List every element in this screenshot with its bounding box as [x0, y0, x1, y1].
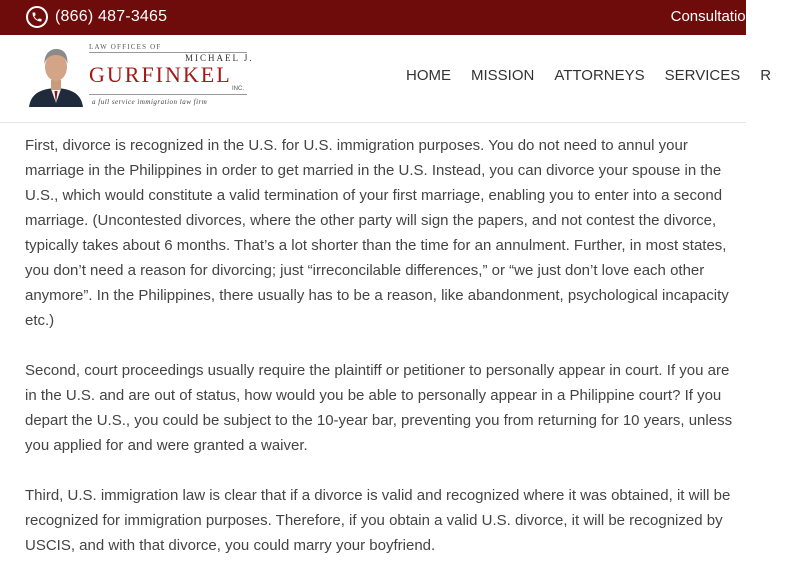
nav-item-truncated[interactable]: R — [760, 67, 772, 84]
phone-number: (866) 487-3465 — [55, 8, 168, 25]
paragraph-court-appearance: Second, court proceedings usually require the plaintiff or petitioner to personally appear in court. If you are in the U.S. and are out of status, how would you be able to personally appear in a Philippine court? If you depart the U.S., you could be subject to the 10-year bar, preventing you from returning for 10 years, unless you applied for and were granted a waiver. — [25, 362, 733, 454]
main-nav — [406, 67, 791, 84]
top-bar — [0, 0, 754, 35]
phone-link[interactable] — [26, 6, 167, 28]
attorney-photo — [25, 43, 87, 107]
logo-divider-bottom — [89, 94, 247, 95]
logo-inc: INC. — [232, 86, 244, 92]
nav-home[interactable]: HOME — [406, 67, 451, 84]
nav-services[interactable]: SERVICES — [664, 67, 741, 84]
consultation-link[interactable]: Consultation — [670, 8, 754, 25]
article-body — [25, 133, 737, 583]
nav-mission[interactable]: MISSION — [471, 67, 535, 84]
site-header — [0, 35, 772, 123]
logo-last-name: GURFINKEL — [89, 62, 232, 87]
phone-icon — [26, 6, 48, 28]
nav-attorneys[interactable]: ATTORNEYS — [554, 67, 645, 84]
paragraph-divorce-recognized: First, divorce is recognized in the U.S. for U.S. immigration purposes. You do not need to annul your marriage in the Philippines in order to get married in the U.S. Instead, you can divorce your spouse in the U.S., which would constitute a valid termination of your first marriage, enabling you to enter into a second marriage. (Uncontested divorces, where the other party will sign the papers, and not contest the divorce, typically takes about 6 months. That’s a lot shorter than the time for an annulment. Further, in most states, you don’t need a reason for divorcing; just “irreconcilable differences,” or “we just don’t love each other anymore”. In the Philippines, there usually has to be a reason, like abandonment, psychological incapacity etc.) — [25, 137, 729, 329]
paragraph-immigration-law: Third, U.S. immigration law is clear that if a divorce is valid and recognized where it was obtained, it will be recognized for immigration purposes. Therefore, if you obtain a valid U.S. divorce, it will be recognized by USCIS, and with that divorce, you could marry your boyfriend. — [25, 487, 731, 554]
logo-first-name: MICHAEL J. — [185, 53, 254, 63]
logo-tagline: a full service immigration law firm — [92, 98, 208, 106]
logo-law-offices: LAW OFFICES OF — [89, 43, 162, 51]
